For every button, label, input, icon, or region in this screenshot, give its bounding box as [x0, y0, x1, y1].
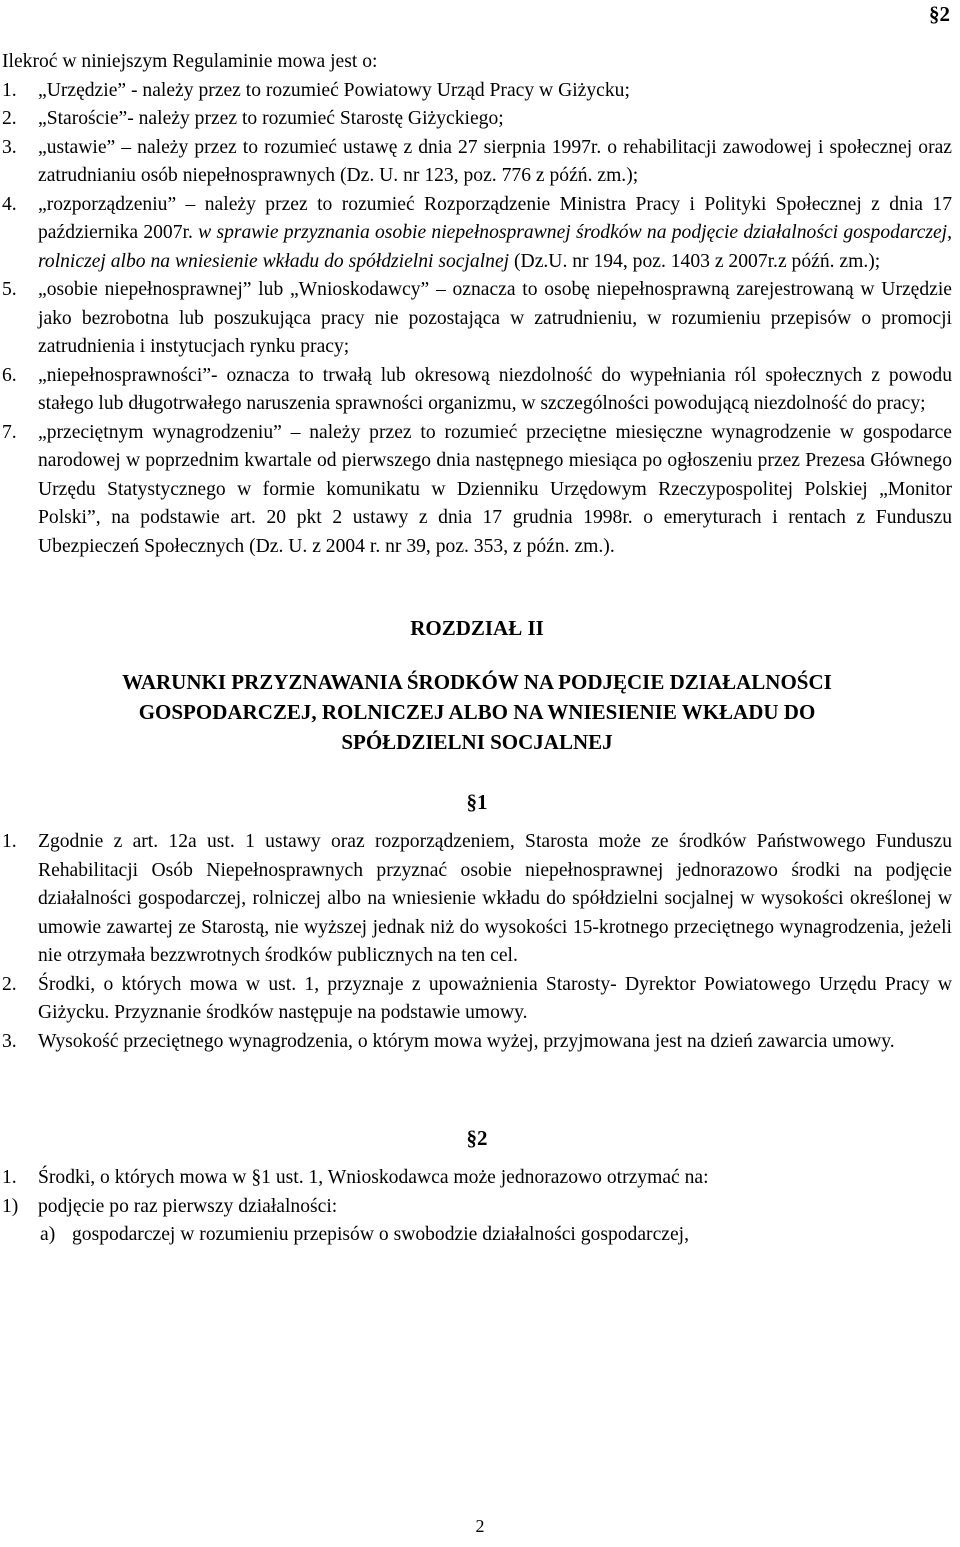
- item-number: 6.: [2, 364, 17, 386]
- subitem-text: podjęcie po raz pierwszy działalności:: [38, 1195, 338, 1217]
- section2-list: [2, 1164, 952, 1193]
- item-text: „Staroście”- należy przez to rozumieć Starostę Giżyckiego;: [38, 108, 504, 129]
- definition-item: [2, 362, 952, 419]
- item-number: 1.: [2, 1167, 17, 1188]
- subitem: [2, 1193, 952, 1222]
- item-number: 4.: [2, 193, 17, 215]
- item-number: 7.: [2, 421, 17, 443]
- item-text: Zgodnie z art. 12a ust. 1 ustawy oraz rozporządzeniem, Starosta może ze środków Państwowego Funduszu Rehabilitacji Osób Niepełnosprawnych przyznać osobie niepełnosprawnej jednorazowo środki na podjęcie działalności gospodarczej, rolniczej albo na wniesienie wkładu do spółdzielni socjalnej w wysokości określonej w umowie zawartej ze Starostą, nie wyższej jednak niż do wysokości 15-krotnego przeciętnego wynagrodzenia, jeżeli nie otrzymała bezzwrotnych środków publicznych na ten cel.: [38, 831, 952, 966]
- item-text: „osobie niepełnosprawnej” lub „Wnioskodawcy” – oznacza to osobę niepełnosprawną zarejestrowaną w Urzędzie jako bezrobotna lub poszukująca pracy nie pozostająca w zatrudnieniu, w rozumieniu przepisów o promocji zatrudnienia i instytucjach rynku pracy;: [38, 279, 952, 357]
- chapter-title: [2, 667, 952, 757]
- item-number: 2.: [2, 973, 17, 995]
- item-text: „ustawie” – należy przez to rozumieć ustawę z dnia 27 sierpnia 1997r. o rehabilitacji zawodowej i społecznej oraz zatrudnianiu osób niepełnosprawnych (Dz. U. nr 123, poz. 776 z późń. zm.);: [38, 136, 952, 186]
- section-mark-2: §2: [466, 1126, 488, 1150]
- paragraph-item: [2, 1164, 952, 1193]
- item-number: 3.: [2, 1030, 17, 1052]
- regulation-title-italic: w sprawie przyznania osobie niepełnosprawnej środków na podjęcie działalności gospodarczej, rolniczej albo na wniesienie wkładu do spółdzielni socjalnej: [38, 222, 953, 272]
- item-text: „Urzędzie” - należy przez to rozumieć Powiatowy Urząd Pracy w Giżycku;: [38, 79, 630, 101]
- item-text: „przeciętnym wynagrodzeniu” – należy przez to rozumieć przeciętne miesięczne wynagrodzenie w gospodarce narodowej w poprzednim kwartale od pierwszego dnia następnego miesiąca po ogłoszeniu przez Prezesa Głównego Urzędu Statystycznego w formie komunikatu w Dzienniku Urzędowym Rzeczypospolitej Polskiej „Monitor Polski”, na podstawie art. 20 pkt 2 ustawy z dnia 17 grudnia 1998r. o emeryturach i rentach z Funduszu Ubezpieczeń Społecznych (Dz. U. z 2004 r. nr 39, poz. 353, z późn. zm.).: [38, 421, 952, 557]
- definition-item: [2, 105, 952, 134]
- item-text: Środki, o których mowa w ust. 1, przyznaje z upoważnienia Starosty- Dyrektor Powiatowego Urzędu Pracy w Giżycku. Przyznanie środków następuje na podstawie umowy.: [38, 973, 952, 1023]
- chapter-title-line: GOSPODARCZEJ, ROLNICZEJ ALBO NA WNIESIENIE WKŁADU DO: [138, 700, 816, 724]
- subsubitem-text: gospodarczej w rozumieniu przepisów o swobodzie działalności gospodarczej,: [72, 1224, 690, 1245]
- definitions-list: [2, 77, 952, 562]
- item-number: 2.: [2, 108, 17, 129]
- item-number: 1.: [2, 831, 17, 852]
- subitem-number: 1): [2, 1195, 19, 1217]
- subsubitem: [2, 1221, 952, 1250]
- item-number: 3.: [2, 136, 17, 158]
- item-text: „niepełnosprawności”- oznacza to trwałą lub okresową niezdolność do wypełniania ról społecznych z powodu stałego lub długotrwałego naruszenia sprawności organizmu, w szczególności powodującą niezdolność do pracy;: [38, 364, 952, 414]
- page-number: 2: [475, 1516, 485, 1536]
- paragraph-item: [2, 971, 952, 1028]
- definition-item: [2, 134, 952, 191]
- item-number: 5.: [2, 279, 17, 300]
- chapter-label: ROZDZIAŁ II: [410, 616, 544, 640]
- item-number: 1.: [2, 79, 17, 101]
- definition-item: [2, 191, 952, 277]
- paragraph-item: [2, 828, 952, 971]
- item-text: Wysokość przeciętnego wynagrodzenia, o którym mowa wyżej, przyjmowana jest na dzień zawarcia umowy.: [38, 1030, 895, 1052]
- section-mark-1: §1: [466, 790, 488, 814]
- definition-item: [2, 77, 952, 106]
- item-text: „rozporządzeniu” – należy przez to rozumieć Rozporządzenie Ministra Pracy i Polityki Społecznej z dnia 17 października 2007r.: [38, 193, 952, 243]
- chapter-title-line: SPÓŁDZIELNI SOCJALNEJ: [341, 730, 613, 754]
- item-text-citation: (Dz.U. nr 194, poz. 1403 z 2007r.z późń. zm.);: [514, 250, 881, 272]
- subsubitem-letter: a): [40, 1224, 56, 1245]
- intro-text: Ilekroć w niniejszym Regulaminie mowa jest o:: [2, 51, 378, 72]
- item-text: Środki, o których mowa w §1 ust. 1, Wnioskodawca może jednorazowo otrzymać na:: [38, 1167, 709, 1188]
- definition-item: [2, 276, 952, 362]
- document-body: [2, 48, 952, 1250]
- section-mark-top: §2: [929, 2, 950, 26]
- paragraph-item: [2, 1028, 952, 1057]
- section1-list: [2, 828, 952, 1056]
- chapter-title-line: WARUNKI PRZYZNAWANIA ŚRODKÓW NA PODJĘCIE DZIAŁALNOŚCI: [122, 670, 832, 694]
- definition-item: [2, 419, 952, 562]
